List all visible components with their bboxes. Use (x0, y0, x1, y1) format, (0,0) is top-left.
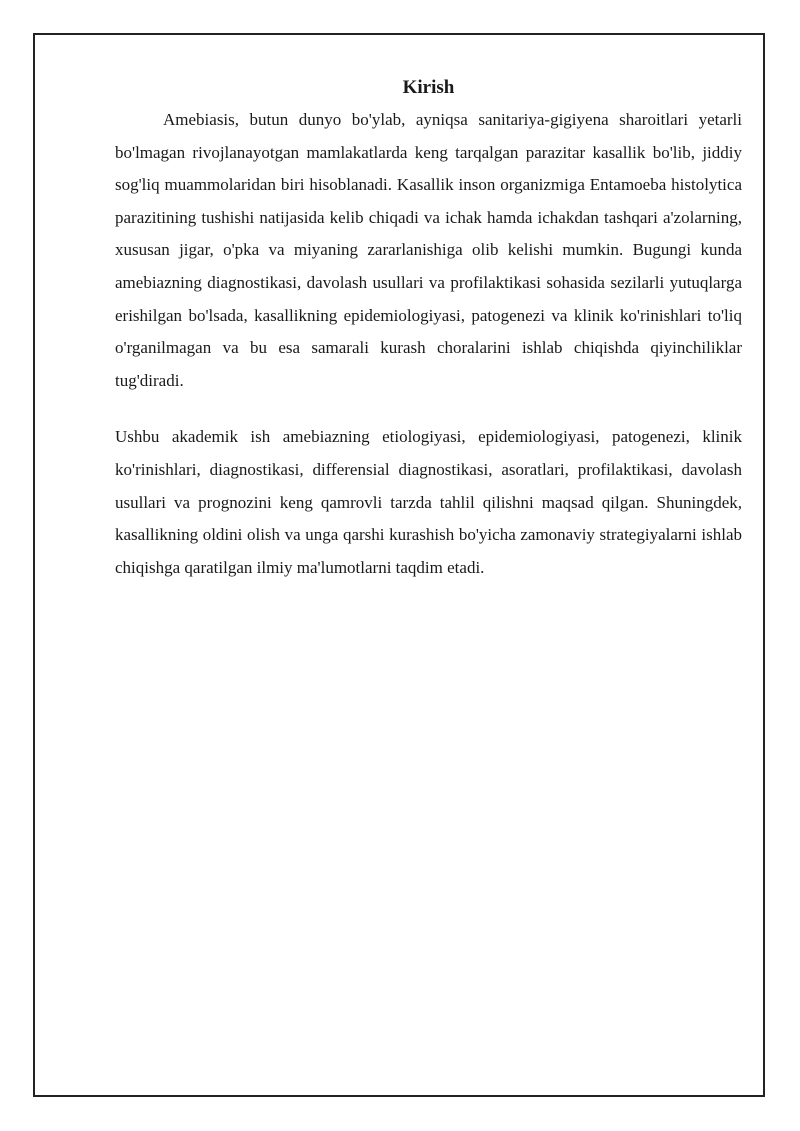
paragraph-spacer (115, 397, 742, 421)
document-title: Kirish (402, 77, 455, 98)
paragraph-intro: Amebiasis, butun dunyo bo'ylab, ayniqsa sanitariya-gigiyena sharoitlari yetarli bo'lmagan rivojlanayotgan mamlakatlarda keng tarqalgan parazitar kasallik bo'lib, jiddiy sog'liq muammolaridan biri hisoblanadi. Kasallik inson organizmiga Entamoeba histolytica parazitining tushishi natijasida kelib chiqadi va ichak hamda ichakdan tashqari a'zolarning, xususan jigar, o'pka va miyaning zararlanishiga olib kelishi mumkin. Bugungi kunda amebiazning diagnostikasi, davolash usullari va profilaktikasi sohasida sezilarli yutuqlarga erishilgan bo'lsada, kasallikning epidemiologiyasi, patogenezi va klinik ko'rinishlari to'liq o'rganilmagan va bu esa samarali kurash choralarini ishlab chiqishda qiyinchiliklar tug'diradi. (115, 110, 742, 390)
paragraph-purpose: Ushbu akademik ish amebiazning etiologiyasi, epidemiologiyasi, patogenezi, klinik ko'rinishlari, diagnostikasi, differensial diagnostikasi, asoratlari, profilaktikasi, davolash usullari va prognozini keng qamrovli tarzda tahlil qilishni maqsad qilgan. Shuningdek, kasallikning oldini olish va unga qarshi kurashish bo'yicha zamonaviy strategiyalarni ishlab chiqishga qaratilgan ilmiy ma'lumotlarni taqdim etadi. (115, 427, 742, 577)
document-body (115, 74, 742, 584)
